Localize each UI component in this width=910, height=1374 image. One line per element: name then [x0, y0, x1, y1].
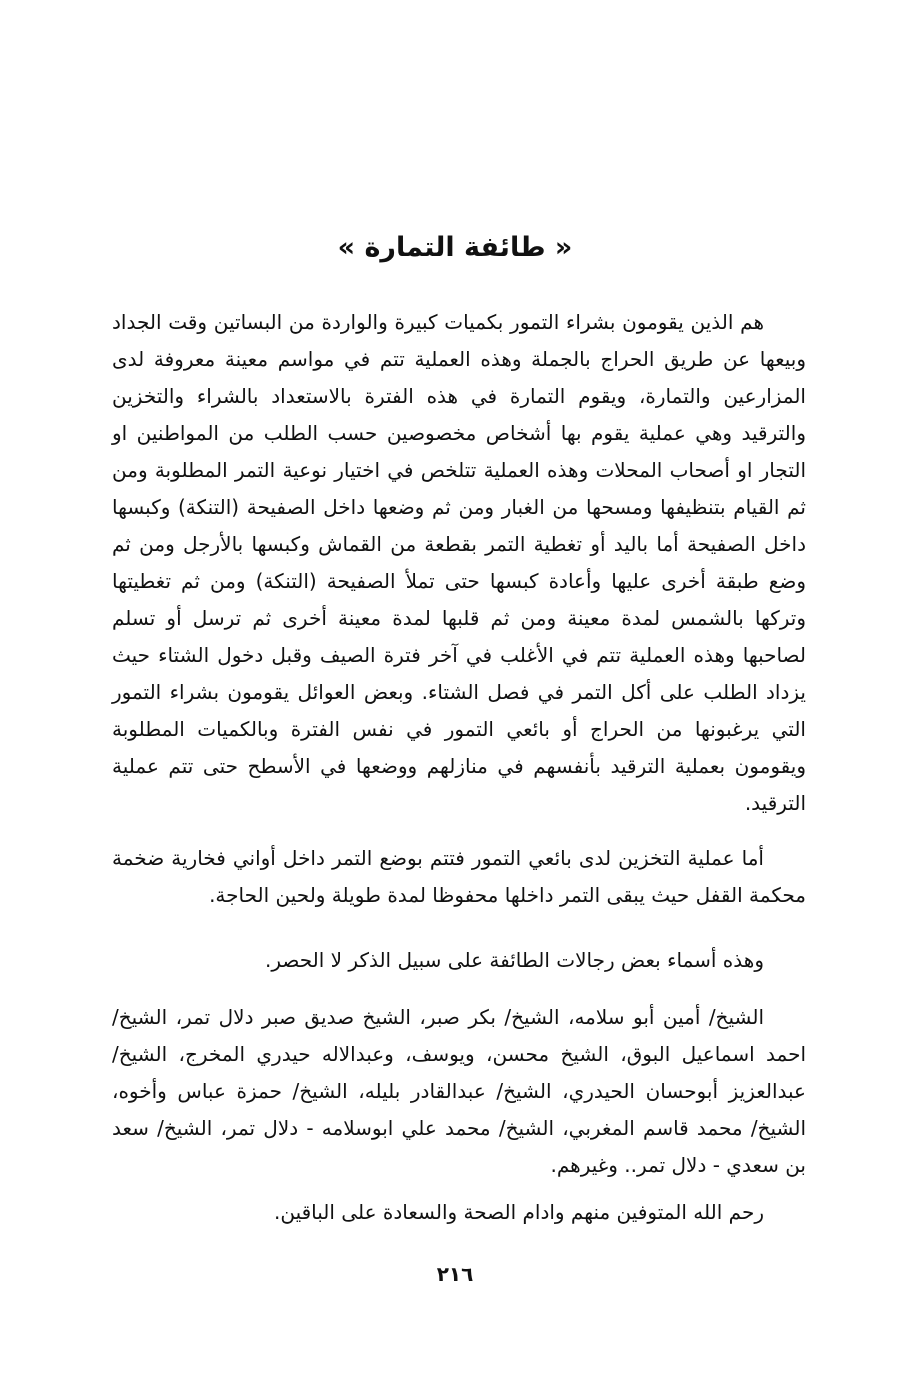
paragraph-names-list: الشيخ/ أمين أبو سلامه، الشيخ/ بكر صبر، الشيخ صديق صبر دلال تمر، الشيخ/ احمد اسماعيل البوق، الشيخ محسن، ويوسف، وعبدالاله حيدري المخرج، الشيخ/ عبدالعزيز أبوحسان الحيدري، الشيخ/ عبدالقادر بليله، الشيخ/ حمزة عباس وأخوه، الشيخ/ محمد قاسم المغربي، الشيخ/ محمد علي ابوسلامه - دلال تمر، الشيخ/ سعد بن سعدي - دلال تمر.. وغيرهم.: [112, 1005, 806, 1177]
paragraph-storage: أما عملية التخزين لدى بائعي التمور فتتم بوضع التمر داخل أواني فخارية ضخمة محكمة القفل حيث يبقى التمر داخلها محفوظا لمدة طويلة ولحين الحاجة.: [112, 846, 806, 907]
page-title: « طائفة التمارة »: [337, 232, 573, 263]
paragraph-description: هم الذين يقومون بشراء التمور بكميات كبيرة والواردة من البساتين وقت الجداد وبيعها عن طريق الحراج بالجملة وهذه العملية تتم في مواسم معينة معروفة لدى المزارعين والتمارة، ويقوم التمارة في هذه الفترة بالاستعداد بالشراء والتخزين والترقيد وهي عملية يقوم بها أشخاص مخصوصين حسب الطلب من المواطنين او التجار او أصحاب المحلات وهذه العملية تتلخص في اختيار نوعية التمر المطلوبة ومن ثم القيام بتنظيفها ومسحها من الغبار ومن ثم وضعها داخل الصفيحة (التنكة) وكبسها داخل الصفيحة أما باليد أو تغطية التمر بقطعة من القماش وكبسها بالأرجل ومن ثم وضع طبقة أخرى عليها وأعادة كبسها حتى تملأ الصفيحة (التنكة) ومن ثم تغطيتها وتركها بالشمس لمدة معينة ومن ثم قلبها لمدة معينة أخرى ثم ترسل أو تسلم لصاحبها وهذه العملية تتم في الأغلب في آخر فترة الصيف وقبل دخول الشتاء حيث يزداد الطلب على أكل التمر في فصل الشتاء. وبعض العوائل يقومون بشراء التمور التي يرغبونها من الحراج أو بائعي التمور في نفس الفترة وبالكميات المطلوبة ويقومون بعملية الترقيد بأنفسهم في منازلهم ووضعها في الأسطح حتى تتم عملية الترقيد.: [112, 310, 806, 815]
paragraph-names-intro: وهذه أسماء بعض رجالات الطائفة على سبيل الذكر لا الحصر.: [264, 948, 764, 972]
paragraph-closing-prayer: رحم الله المتوفين منهم وادام الصحة والسعادة على الباقين.: [273, 1200, 764, 1224]
page-number: ٢١٦: [436, 1262, 474, 1286]
body-text: [112, 304, 806, 1231]
